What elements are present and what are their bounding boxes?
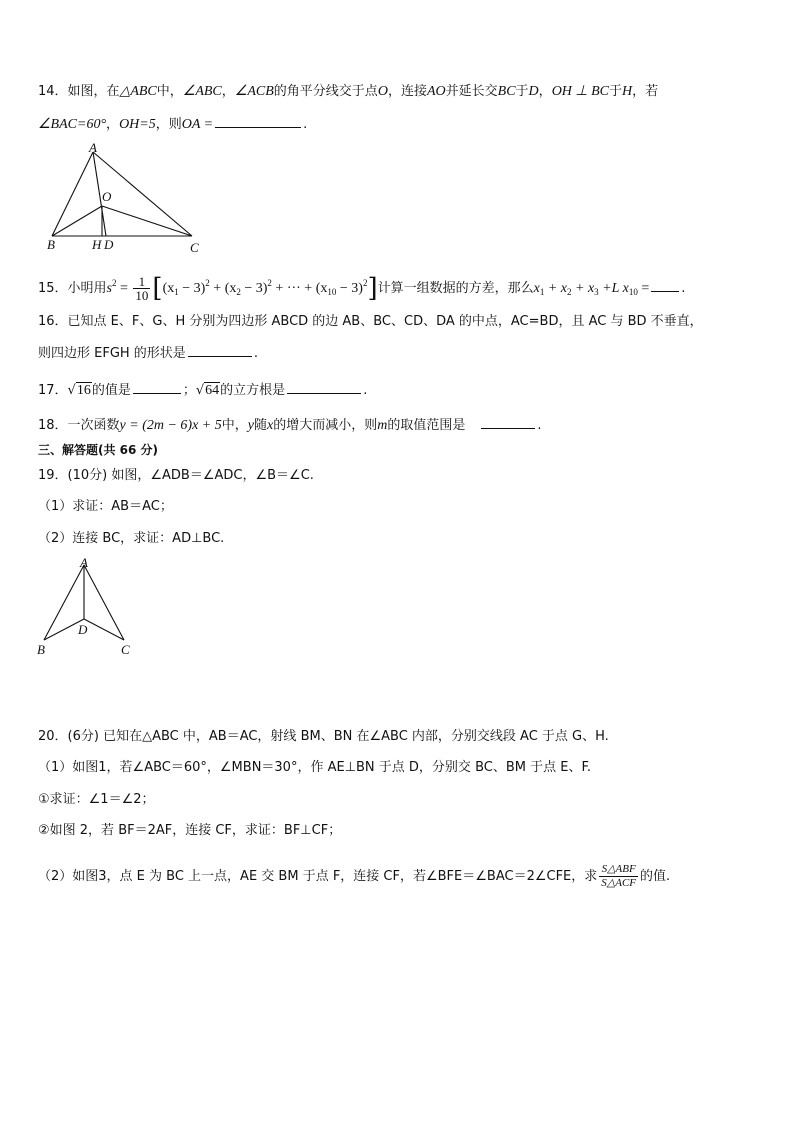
- label-c: C: [121, 642, 130, 657]
- q19-line3: （2）连接 BC，求证：AD⊥BC.: [38, 531, 225, 546]
- label-h: H: [92, 237, 102, 252]
- sqrt-64: √64: [195, 383, 220, 398]
- answer-blank[interactable]: [215, 114, 301, 128]
- label-c: C: [190, 240, 199, 255]
- q17-line: 17．√16的值是 ；√64的立方根是 .: [38, 380, 367, 400]
- q20-line5: （2）如图3，点 E 为 BC 上一点，AE 交 BM 于点 F，连接 CF，若∠BFE＝∠BAC＝2∠CFE，求 $\frac{\text{S△ABF}}{\text{S△ACF}}$ 的值.: [38, 863, 671, 889]
- sqrt-16: √16: [67, 383, 91, 398]
- side-ac: [84, 565, 124, 640]
- answer-blank[interactable]: [287, 380, 361, 394]
- label-b: B: [47, 237, 55, 252]
- q18-line: 18．一次函数y = (2m − 6)x + 5中，y随x的增大而减小，则m的取值范围是 .: [38, 415, 542, 435]
- label-d: D: [104, 237, 114, 252]
- q14-figure: [40, 140, 210, 258]
- answer-blank[interactable]: [651, 278, 679, 292]
- q20-line4: ②如图 2，若 BF＝2AF，连接 CF，求证：BF⊥CF；: [38, 823, 342, 838]
- q20-line2: （1）如图1，若∠ABC＝60°，∠MBN＝30°，作 AE⊥BN 于点 D，分别交 BC、BM 于点 E、F.: [38, 760, 591, 775]
- label-d: D: [78, 622, 88, 637]
- area-ratio-fraction: $\frac{\text{S△ABF}}{\text{S△ACF}}$: [601, 863, 637, 889]
- q14-line1: 14．如图，在△ABC中，∠ABC，∠ACB的角平分线交于点O，连接AO并延长交BC于D，OH ⊥ BC于H，若: [38, 84, 659, 99]
- q19-line1: 19．(10分) 如图，∠ADB＝∠ADC，∠B＝∠C.: [38, 468, 314, 483]
- q20-line1: 20．(6分) 已知在△ABC 中，AB＝AC，射线 BM、BN 在∠ABC 内部，分别交线段 AC 于点 G、H.: [38, 729, 609, 744]
- label-b: B: [37, 642, 45, 657]
- answer-blank[interactable]: [133, 380, 181, 394]
- label-a: A: [89, 140, 97, 155]
- q14-line2: ∠BAC=60°，OH=5，则OA = .: [38, 114, 307, 134]
- q15-line: 15．小明用$s^2$ = $\frac{1}{10}$ [$(x_1 - 3)^2 + (x_2 - 3)^2$ + ··· + $(x_{10} - 3)^2$]计算一组数据的方差，那么$x_1 + x_2 + x_3 +L$ $x_{10}$ = .: [38, 273, 686, 304]
- answer-blank[interactable]: [481, 415, 535, 429]
- answer-blank[interactable]: [188, 343, 252, 357]
- q16-line2: 则四边形 EFGH 的形状是 .: [38, 343, 258, 363]
- label-a: A: [80, 555, 88, 570]
- label-o: O: [102, 189, 112, 204]
- q19-line2: （1）求证：AB＝AC；: [38, 499, 173, 514]
- fraction-1-10: $\frac{1}{10}$: [135, 274, 149, 303]
- q19-figure: [32, 555, 142, 660]
- q16-line1: 16．已知点 E、F、G、H 分别为四边形 ABCD 的边 AB、BC、CD、DA 的中点，AC=BD，且 AC 与 BD 不垂直，: [38, 314, 703, 329]
- bisector-co: [102, 206, 192, 236]
- section-header: 三、解答题(共 66 分): [38, 443, 159, 457]
- q20-line3: ①求证：∠1＝∠2；: [38, 792, 155, 807]
